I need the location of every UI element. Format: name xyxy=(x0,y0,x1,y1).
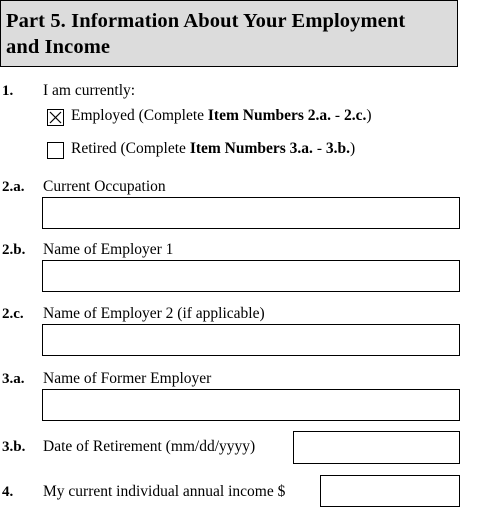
item-3b-number: 3.b. xyxy=(2,439,26,455)
employed-checkbox[interactable] xyxy=(47,109,64,126)
section-header xyxy=(0,0,458,67)
section-title-line1: Part 5. Information About Your Employment xyxy=(6,10,406,32)
employer-2-field[interactable] xyxy=(42,324,460,356)
item-2b-number: 2.b. xyxy=(2,242,26,258)
retired-checkbox[interactable] xyxy=(47,142,64,159)
item-2c-number: 2.c. xyxy=(2,306,24,322)
retired-option-label: Retired (Complete Item Numbers 3.a. - 3.b.) xyxy=(71,140,356,157)
employer-1-field[interactable] xyxy=(42,260,460,292)
annual-income-field[interactable] xyxy=(320,475,460,507)
current-occupation-label: Current Occupation xyxy=(43,178,166,195)
employed-option-label: Employed (Complete Item Numbers 2.a. - 2.c.) xyxy=(71,107,372,124)
section-title-line2: and Income xyxy=(6,36,111,58)
retirement-date-field[interactable] xyxy=(293,431,460,464)
item-1-number: 1. xyxy=(2,83,14,99)
item-2a-number: 2.a. xyxy=(2,179,25,195)
retirement-date-label: Date of Retirement (mm/dd/yyyy) xyxy=(43,438,256,455)
item-1-label: I am currently: xyxy=(43,82,136,99)
current-occupation-field[interactable] xyxy=(42,197,460,229)
former-employer-field[interactable] xyxy=(42,389,460,421)
annual-income-label: My current individual annual income $ xyxy=(43,483,286,500)
employer-1-label: Name of Employer 1 xyxy=(43,241,174,258)
former-employer-label: Name of Former Employer xyxy=(43,370,212,387)
employer-2-label: Name of Employer 2 (if applicable) xyxy=(43,305,265,322)
checkmark-x-icon xyxy=(48,110,63,125)
item-3a-number: 3.a. xyxy=(2,371,25,387)
item-4-number: 4. xyxy=(2,484,14,500)
